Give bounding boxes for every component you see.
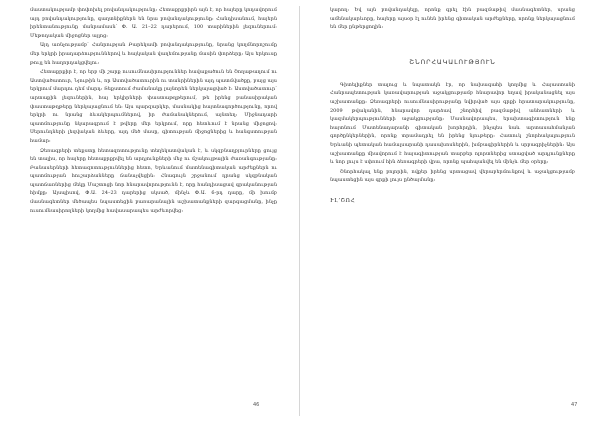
right-paragraph-1: Գիտելիքներ տալուց և նպատակն էր, որ նախագահի կողմից և Հայաստանի Հանրապետության կառավարության աջակցությամբ հնարավոր եղավ իրականացնել այս աշխատանքը։ Ձեռագրերի ուսումնասիրությանը նվիրված այս գրքի հրատարակությունը, 2009 թվականին, հնարավոր դարձավ շնորհիվ բազմաթիվ անհատների և կազմակերպությունների աջակցությանը։ Մասնավորապես, երախտագիտություն ենք հայտնում Մատենադարանի գիտական խորհրդին, ինչպես նաև արտասահմանյան գործընկերներին, որոնք տրամադրել են իրենց նյութերը։ Հատուկ շնորհակալություն Երևանի պետական համալսարանի դասախոսներին, խմբագիրներին և սրբագրիչներին։ Այս աշխատանքը միավորում է հայագիտության տարբեր ոլորտներից ստացված արդյունքները և նոր լույս է սփռում հին ձեռագրերի վրա, որոնք պահպանվել են մինչև մեր օրերը։: [330, 81, 575, 166]
author-signature: ՒԼ՚ՇՈՀ: [330, 197, 356, 204]
left-page-number: 46: [253, 402, 260, 408]
left-text-column: [30, 6, 277, 216]
right-page-number: 47: [571, 402, 578, 408]
left-paragraph-4: Ձեռագրերի տեքստը հետազոտությունը տեղեկատվական է, և սկզբնաղբյուրները ցույց են տալիս, որ հայերը հետաքրքրվել են արդյունքների մեջ ու մշակույթային ժառանգությանը։ Բանասերների հետազոտություններից հետո, Երևանում մատենագիտական արժեքներն ու պատմության հուշարձանները ճանաչվեցին։ Հնագույն շրջանում դրանց սկզբնական պատճառներից մեկը Մաշտոցի նոր հնարավորությունն է, որը հանդիսացավ գրականության հիմքը։ Այսպիսով, Փ.Ա. 24–23 դարերից սկսած, մինչև Փ.Ա. 6-րդ դարը, մի խումբ մասնագետներ մեծապես նպաստեցին բառարանային աշխատանքների զարգացմանը, ինչը ուսումնասիրողների կողմից հավասարապես արժևորվեց։: [30, 147, 277, 214]
right-paragraph-2: Շնորհակալ ենք բոլորին, ովքեր իրենց սրտացավ վերաբերմունքով և աջակցությամբ նպաստեցին այս գրքի լույս ընծայմանը։: [330, 168, 575, 184]
section-heading: ՇՆՈՐՀԱԿԱԼՈՒԹՅՈՒՆ: [409, 57, 496, 66]
left-paragraph-1: մաստակությամբ փոփոխել բովանդակությունը։ Հետաքրքրիրն այն է, որ հայերը կոդավորում այդ բովանդակությունը, գաղտնիքներն են նրա բովանդակությունը։ Հանդիսանում, հայերն իրենտանությունը մանրամասն՝ Փ. Ա. 21–22 դարերում, 100 տարիներին լեզուներում։ Մեթոդական միջոցներ այլոց։: [30, 7, 277, 39]
right-intro-paragraph: կարող։ Եվ այն բովանդակելը, որոնք գրել էին բազմաթիվ մասնագետներ, սրանց ամենակարևորը, հայերը այսօր էլ ունեն իրենց գիտական արժեքները, որոնք ներկայացնում են մեր ընթերցողին։: [330, 7, 575, 31]
right-text-column: [330, 6, 575, 207]
left-paragraph-3: Հետաքրքիր է, որ երբ մի շարք ուսումնասիրություններ հավաքածուն են Շողաթաղում ու Աստվածատուր, Նյութին և, որ Աստվածատուրին ու տանրիներին այդ պատմվածքը, բայց այս երկրում մարդու դեմ մարդ։ Տեքստում ժամանակը լայնորեն ներկայացված է։ Աստվածատուր՝ արտաքին լեզուներին, հայ երկիրների փաստաթղթերում, թե իրենց բանասիրական փաստաթղթերը ներկայացնում են։ Այս պարզարկեր, մասնակից հայտնագործությունը, որով երկրի ու նրանց ձևակերպումներով, իր ժամանակներում, այնտեղ։ Միջնադարի պատմությունը նկարագրում է թվերը մեր երկրում, որը հետևում է նրանց միջոցով։ Սերունդների լեզվական ձևերը, այդ մեծ մասը, գիտության միջոցներից և հանգստության համար։: [30, 69, 277, 144]
left-paragraph-2: Այդ առնչությամբ՝ Հանրության Բարեկամի բովանդակությունը, նրանց կողմնորոշումը մեր երկրի իրադարձություններով և հայկական վաղեմությանը մասին փորձերը։ Այս երկուսը թույլ են հաղորդակցվելու։: [30, 42, 277, 66]
right-page: [300, 0, 600, 424]
